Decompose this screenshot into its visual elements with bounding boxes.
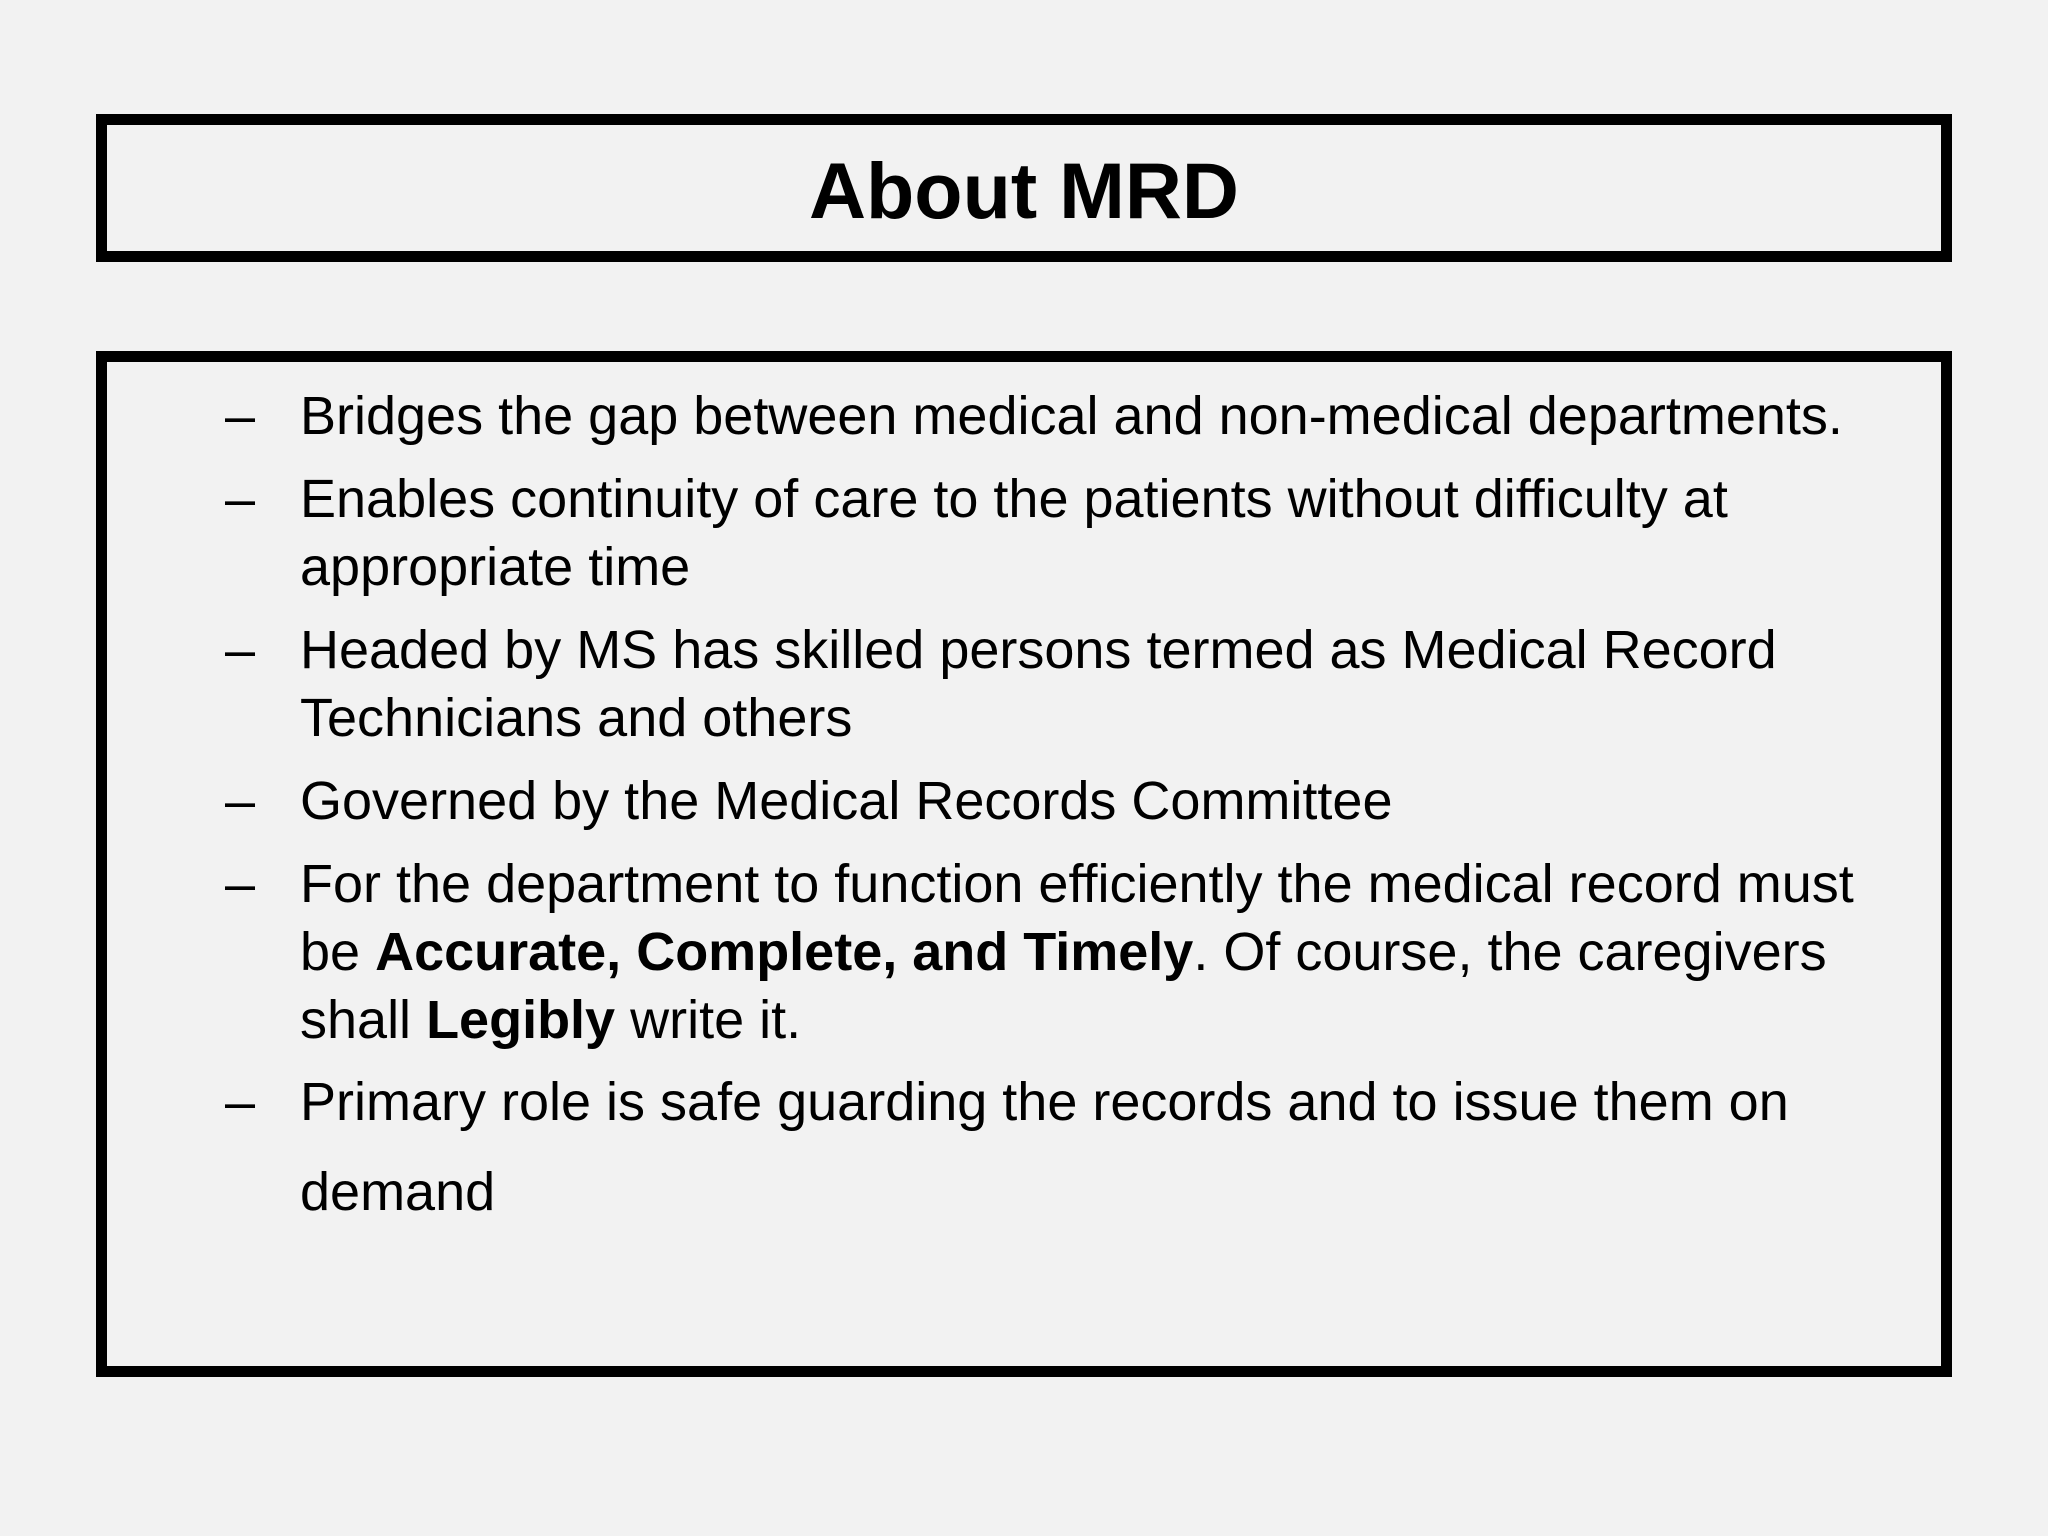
dash-bullet-icon: – bbox=[225, 1072, 256, 1132]
bullet-item bbox=[107, 616, 1941, 752]
bullet-text-part: write it. bbox=[615, 990, 802, 1050]
dash-bullet-icon: – bbox=[225, 771, 256, 831]
bullet-text: Enables continuity of care to the patients without difficulty at appropriate time bbox=[300, 469, 1728, 597]
content-box bbox=[96, 351, 1952, 1377]
bullet-item bbox=[107, 1057, 1941, 1237]
slide-title: About MRD bbox=[809, 145, 1239, 235]
bullet-item bbox=[107, 850, 1941, 1054]
bullet-text-part: For the department to function efficiently the medical record must be bbox=[300, 854, 1854, 982]
bullet-text: Primary role is safe guarding the records and to issue them on demand bbox=[300, 1072, 1789, 1222]
bullet-item bbox=[107, 767, 1941, 835]
dash-bullet-icon: – bbox=[225, 386, 256, 446]
dash-bullet-icon: – bbox=[225, 620, 256, 680]
bullet-item bbox=[107, 382, 1941, 450]
bullet-list bbox=[107, 382, 1941, 1252]
dash-bullet-icon: – bbox=[225, 469, 256, 529]
bullet-text-part: . Of course, the caregivers shall bbox=[300, 922, 1827, 1050]
bullet-text: Headed by MS has skilled persons termed as Medical Record Technicians and others bbox=[300, 620, 1777, 748]
bullet-item bbox=[107, 465, 1941, 601]
dash-bullet-icon: – bbox=[225, 854, 256, 914]
bullet-bold-text: Legibly bbox=[426, 990, 616, 1050]
bullet-bold-text: Accurate, Complete, and Timely bbox=[375, 922, 1194, 982]
bullet-text: Bridges the gap between medical and non-medical departments. bbox=[300, 386, 1843, 446]
title-box bbox=[96, 114, 1952, 262]
bullet-text: Governed by the Medical Records Committee bbox=[300, 771, 1393, 831]
